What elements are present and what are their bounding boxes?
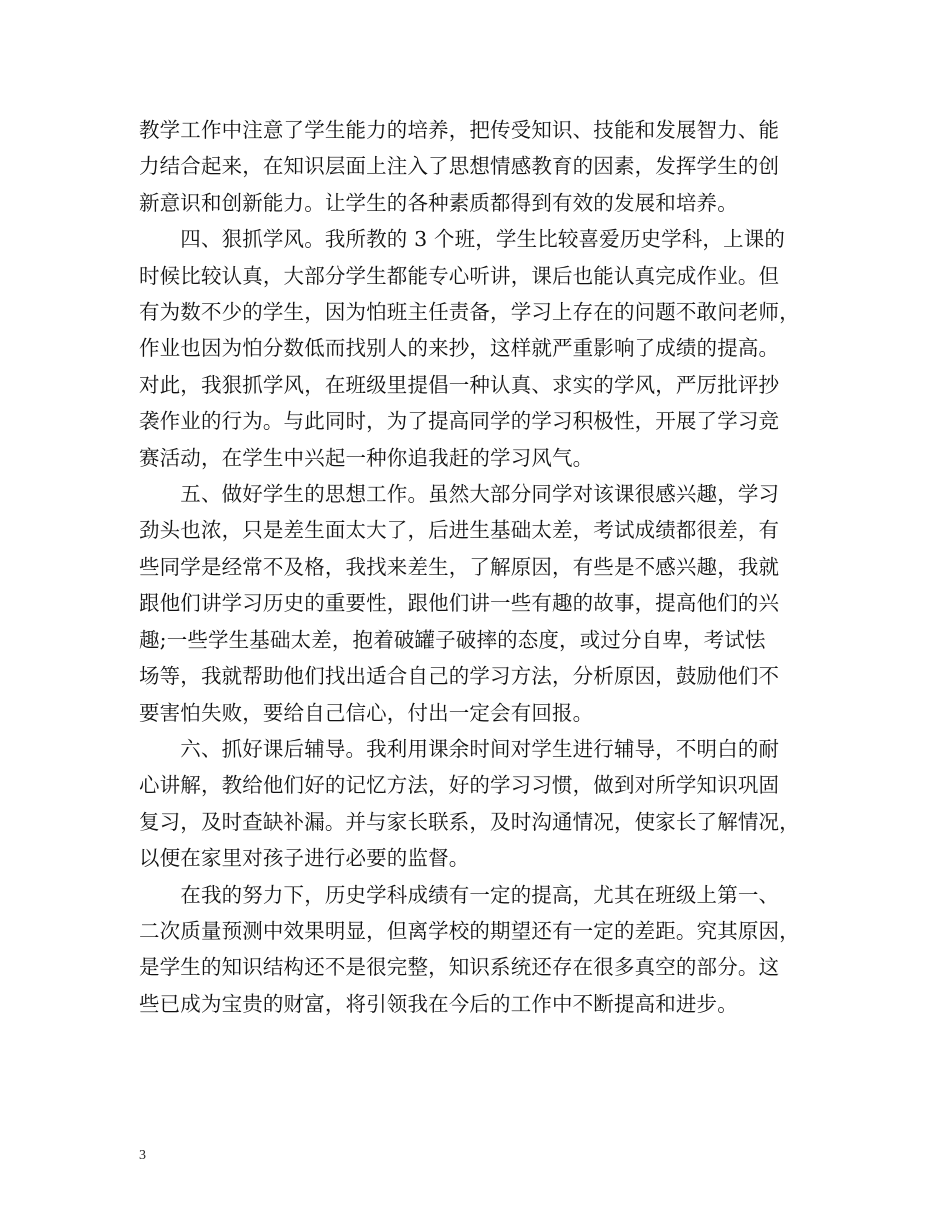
text-line: 以便在家里对孩子进行必要的监督。 bbox=[139, 846, 470, 871]
text-line: 袭作业的行为。与此同时，为了提高同学的学习积极性，开展了学习竞 bbox=[139, 409, 780, 434]
text-line: 场等，我就帮助他们找出适合自己的学习方法，分析原因，鼓励他们不 bbox=[139, 664, 780, 689]
text-line: 四、狠抓学风。我所教的 3 个班，学生比较喜爱历史学科，上课的 bbox=[139, 227, 786, 252]
text-line: 赛活动，在学生中兴起一种你追我赶的学习风气。 bbox=[139, 445, 594, 470]
text-line: 跟他们讲学习历史的重要性，跟他们讲一些有趣的故事，提高他们的兴 bbox=[139, 591, 780, 616]
text-line: 力结合起来，在知识层面上注入了思想情感教育的因素，发挥学生的创 bbox=[139, 154, 780, 179]
paragraph-after-class-tutoring bbox=[139, 731, 819, 877]
text-line: 五、做好学生的思想工作。虽然大部分同学对该课很感兴趣，学习 bbox=[139, 482, 780, 507]
text-line: 在我的努力下，历史学科成绩有一定的提高，尤其在班级上第一、 bbox=[139, 882, 780, 907]
text-line: 作业也因为怕分数低而找别人的来抄，这样就严重影响了成绩的提高。 bbox=[139, 336, 780, 361]
text-line: 心讲解，教给他们好的记忆方法，好的学习习惯，做到对所学知识巩固 bbox=[139, 773, 780, 798]
document-body bbox=[139, 112, 819, 1022]
text-line: 新意识和创新能力。让学生的各种素质都得到有效的发展和培养。 bbox=[139, 190, 738, 215]
text-line: 六、抓好课后辅导。我利用课余时间对学生进行辅导，不明白的耐 bbox=[139, 736, 780, 761]
text-line: 是学生的知识结构还不是很完整，知识系统还存在很多真空的部分。这 bbox=[139, 955, 780, 980]
text-line: 对此，我狠抓学风，在班级里提倡一种认真、求实的学风，严厉批评抄 bbox=[139, 372, 780, 397]
text-line: 些同学是经常不及格，我找来差生，了解原因，有些是不感兴趣，我就 bbox=[139, 554, 780, 579]
text-line: 时候比较认真，大部分学生都能专心听讲，课后也能认真完成作业。但 bbox=[139, 263, 780, 288]
paragraph-ideological-work bbox=[139, 476, 819, 731]
text-line: 要害怕失败，要给自己信心，付出一定会有回报。 bbox=[139, 700, 594, 725]
text-line: 有为数不少的学生，因为怕班主任责备，学习上存在的问题不敢问老师， bbox=[139, 300, 800, 325]
paragraph-conclusion bbox=[139, 877, 819, 1023]
page-number: 3 bbox=[139, 1148, 146, 1163]
paragraph-study-style bbox=[139, 221, 819, 476]
text-line: 趣;一些学生基础太差，抱着破罐子破摔的态度，或过分自卑，考试怯 bbox=[139, 627, 766, 652]
text-line: 复习，及时查缺补漏。并与家长联系，及时沟通情况，使家长了解情况， bbox=[139, 809, 800, 834]
text-line: 劲头也浓，只是差生面太大了，后进生基础太差，考试成绩都很差，有 bbox=[139, 518, 780, 543]
text-line: 教学工作中注意了学生能力的培养，把传受知识、技能和发展智力、能 bbox=[139, 118, 780, 142]
text-line: 些已成为宝贵的财富，将引领我在今后的工作中不断提高和进步。 bbox=[139, 991, 738, 1016]
paragraph-continuation bbox=[139, 112, 819, 221]
text-line: 二次质量预测中效果明显，但离学校的期望还有一定的差距。究其原因， bbox=[139, 918, 800, 943]
